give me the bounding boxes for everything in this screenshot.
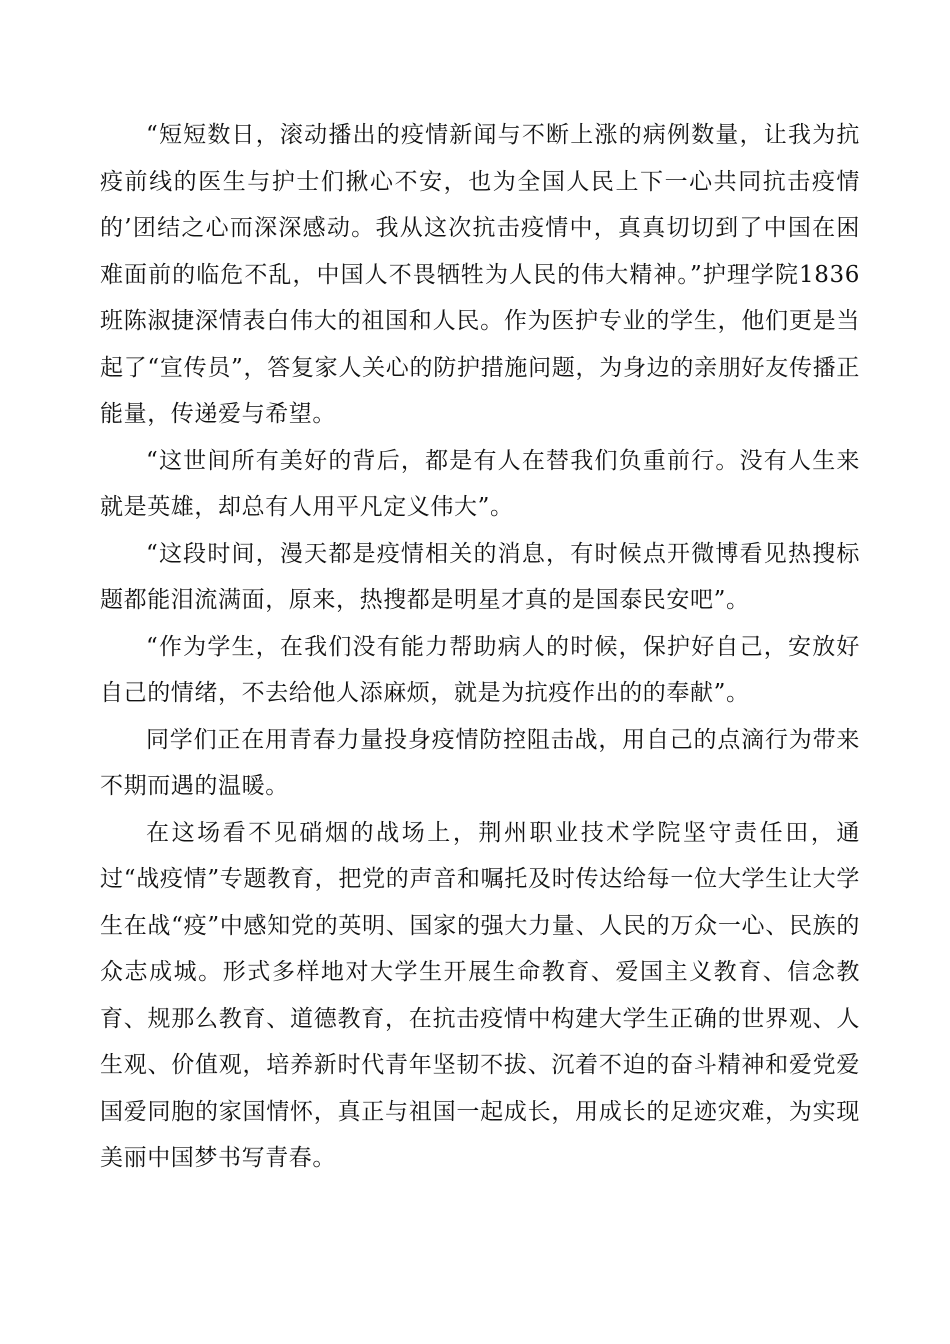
paragraph-student-contribution-quote: “作为学生，在我们没有能力帮助病人的时候，保护好自己，安放好自己的情绪，不去给他人添麻烦，就是为抗疫作出的的奉献”。 — [100, 633, 860, 706]
document-body — [100, 112, 860, 1182]
paragraph-hot-search-quote: “这段时间，漫天都是疫情相关的消息，有时候点开微博看见热搜标题都能泪流满面，原来，热搜都是明星才真的是国泰民安吧”。 — [100, 540, 860, 613]
paragraph-nursing-student-quote: “短短数日，滚动播出的疫情新闻与不断上涨的病例数量，让我为抗疫前线的医生与护士们揪心不安，也为全国人民上下一心共同抗击疫情的’团结之心而深深感动。我从这次抗击疫情中，真真切切到了中国在困难面前的临危不乱，中国人不畏牺牲为人民的伟大精神。”护理学院1836班陈淑捷深情表白伟大的祖国和人民。作为医护专业的学生，他们更是当起了“宣传员”，答复家人关心的防护措施问题，为身边的亲朋好友传播正能量，传递爱与希望。 — [100, 122, 860, 427]
paragraph-youth-power: 同学们正在用青春力量投身疫情防控阻击战，用自己的点滴行为带来不期而遇的温暖。 — [100, 726, 860, 799]
paragraph-heroes-quote: “这世间所有美好的背后，都是有人在替我们负重前行。没有人生来就是英雄，却总有人用平凡定义伟大”。 — [100, 447, 860, 520]
paragraph-college-education: 在这场看不见硝烟的战场上，荆州职业技术学院坚守责任田，通过“战疫情”专题教育，把党的声音和嘱托及时传达给每一位大学生让大学生在战“疫”中感知党的英明、国家的强大力量、人民的万众一心、民族的众志成城。形式多样地对大学生开展生命教育、爱国主义教育、信念教育、规那么教育、道德教育，在抗击疫情中构建大学生正确的世界观、人生观、价值观，培养新时代青年坚韧不拔、沉着不迫的奋斗精神和爱党爱国爱同胞的家国情怀，真正与祖国一起成长，用成长的足迹灾难，为实现美丽中国梦书写青春。 — [100, 819, 860, 1171]
